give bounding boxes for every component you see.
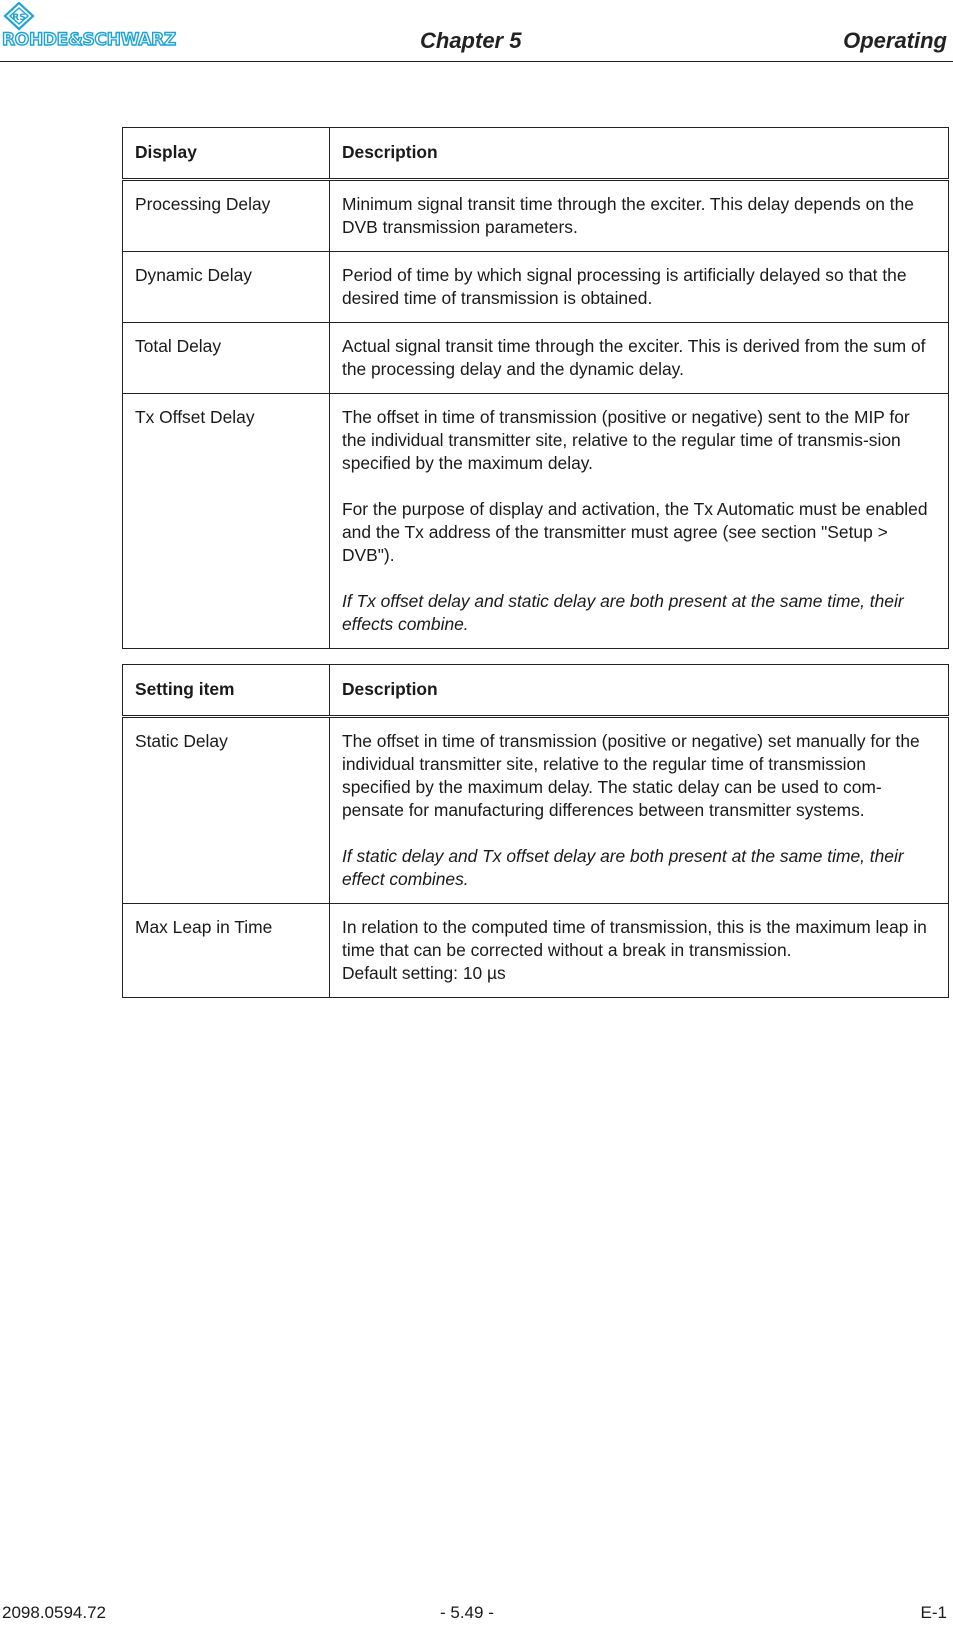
column-header-description: Description [330,665,949,717]
row-description [330,252,949,323]
row-description [330,904,949,998]
table-row [123,394,949,649]
header-divider [0,61,953,62]
description-note: If static delay and Tx offset delay are both present at the same time, their effect combines. [342,846,904,889]
page-header [0,0,953,62]
page-number: - 5.49 - [440,1603,494,1622]
description-paragraph: In relation to the computed time of transmission, this is the maximum leap in time that can be corrected without a break in transmission. [342,917,927,960]
row-item-static-delay: Static Delay [123,717,330,904]
description-paragraph: Actual signal transit time through the exciter. This is derived from the sum of the processing delay and the dynamic delay. [342,336,926,379]
column-header-display: Display [123,128,330,180]
display-table [122,127,949,649]
row-item-total-delay: Total Delay [123,323,330,394]
chapter-title: Chapter 5 [420,28,522,53]
table-row [123,252,949,323]
description-note: If Tx offset delay and static delay are both present at the same time, their effects combine. [342,591,904,634]
document-id: 2098.0594.72 [2,1603,106,1622]
rohde-schwarz-logo [2,2,224,52]
column-header-description: Description [330,128,949,180]
table-row [123,180,949,252]
default-setting: Default setting: 10 µs [342,963,506,983]
description-paragraph: The offset in time of transmission (positive or negative) sent to the MIP for the individual transmitter site, relative to the regular time of transmis-sion specified by the maximum delay. [342,407,910,473]
row-item-dynamic-delay: Dynamic Delay [123,252,330,323]
row-description [330,323,949,394]
settings-table [122,664,949,998]
table-row [123,323,949,394]
table-row [123,717,949,904]
svg-text:RS: RS [12,13,26,23]
logo-wordmark: ROHDE&SCHWARZ [2,30,176,50]
row-item-processing-delay: Processing Delay [123,180,330,252]
description-paragraph: Minimum signal transit time through the exciter. This delay depends on the DVB transmission parameters. [342,194,914,237]
column-header-setting-item: Setting item [123,665,330,717]
page-footer [0,1595,953,1625]
description-paragraph: The offset in time of transmission (positive or negative) set manually for the individual transmitter site, relative to the regular time of transmission specified by the maximum delay. The static delay can be used to com-pensate for manufacturing differences between transmitter systems. [342,731,920,820]
table-header-row [123,128,949,180]
edition-label: E-1 [920,1603,947,1622]
row-description [330,717,949,904]
table-header-row [123,665,949,717]
description-paragraph: For the purpose of display and activation, the Tx Automatic must be enabled and the Tx address of the transmitter must agree (see section "Setup > DVB"). [342,499,928,565]
description-paragraph: Period of time by which signal processing is artificially delayed so that the desired time of transmission is obtained. [342,265,907,308]
section-title: Operating [843,28,947,53]
table-row [123,904,949,998]
row-description [330,394,949,649]
row-item-max-leap-in-time: Max Leap in Time [123,904,330,998]
row-description [330,180,949,252]
row-item-tx-offset-delay: Tx Offset Delay [123,394,330,649]
